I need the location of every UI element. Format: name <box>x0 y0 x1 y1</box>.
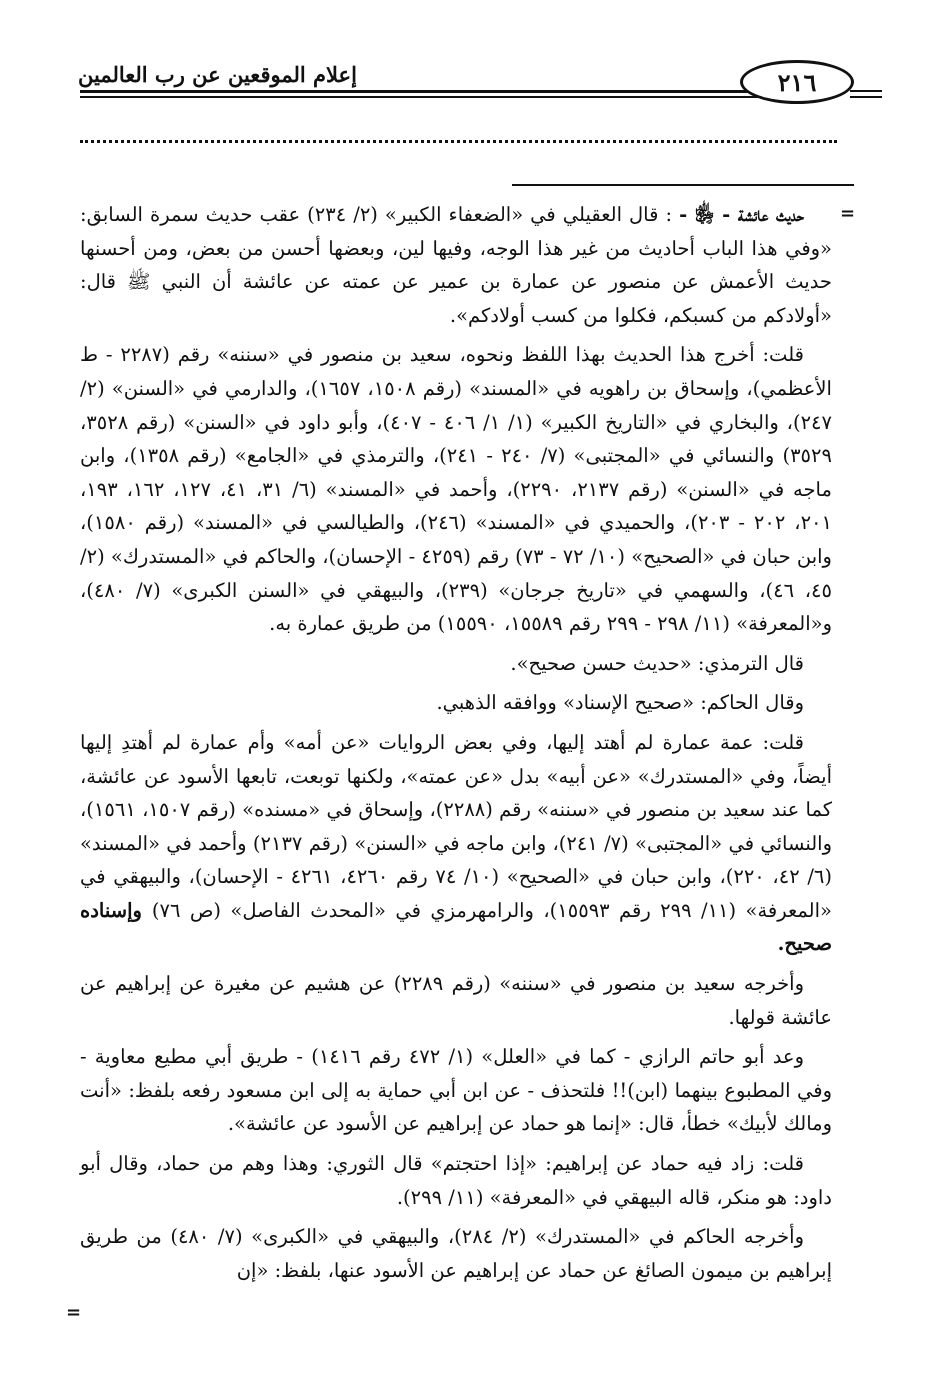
page-number: ٢١٦ <box>777 67 817 97</box>
paragraph: وعد أبو حاتم الرازي - كما في «العلل» (١/ ٤٧٢ رقم ١٤١٦) - طريق أبي مطيع معاوية - وفي المطبوع بينهما (ابن)!! فلتحذف - عن ابن أبي حماية به إلى ابن مسعود رفعه بلفظ: «أنت ومالك لأبيك» خطأ، قال: «إنما هو حماد عن إبراهيم عن الأسود عن عائشة». <box>80 1045 832 1136</box>
footnote-body <box>80 198 832 1293</box>
paragraph: قال الترمذي: «حديث حسن صحيح». <box>510 651 804 675</box>
dotted-separator <box>80 140 837 143</box>
running-title: إعلام الموقعين عن رب العالمين <box>78 62 357 87</box>
page-header <box>60 56 860 106</box>
paragraph-lead: حديث عائشة - ﵂ - <box>679 203 805 226</box>
continuation-mark-top: = <box>840 203 856 224</box>
paragraph: قلت: زاد فيه حماد عن إبراهيم: «إذا احتجتم» قال الثوري: وهذا وهم من حماد، وقال أبو داود: هو منكر، قاله البيهقي في «المعرفة» (١١/ ٢٩٩). <box>80 1152 832 1209</box>
paragraph: وأخرجه الحاكم في «المستدرك» (٢/ ٢٨٤)، والبيهقي في «الكبرى» (٧/ ٤٨٠) من طريق إبراهيم بن ميمون الصائغ عن حماد عن إبراهيم عن الأسود عنها، بلفظ: «إن <box>80 1225 832 1282</box>
continuation-mark-bottom: = <box>66 1302 82 1323</box>
header-rule-thin <box>80 96 800 98</box>
header-rule <box>80 90 800 93</box>
paragraph-conclusion: وإسناده صحيح. <box>80 898 832 956</box>
paragraph-text: : قال العقيلي في «الضعفاء الكبير» (٢/ ٢٣٤) عقب حديث سمرة السابق: «وفي هذا الباب أحاديث من غير هذا الوجه، وفيها لين، وبعضها أحسن من بعض، ومن أحسنها حديث الأعمش عن منصور عن عمارة بن عمير عن عمته عن عائشة أن النبي ﷺ قال: «أولادكم من كسبكم، فكلوا من كسب أولادكم». <box>80 203 832 327</box>
page-number-badge <box>740 60 854 104</box>
header-rule-end <box>850 90 882 92</box>
footnote-rule <box>512 184 854 186</box>
paragraph <box>80 726 832 961</box>
paragraph: قلت: أخرج هذا الحديث بهذا اللفظ ونحوه، سعيد بن منصور في «سننه» رقم (٢٢٨٧ - ط الأعظمي)، وإسحاق بن راهويه في «المسند» (رقم ١٥٠٨، ١٦٥٧)، والدارمي في «السنن» (٢/ ٢٤٧)، والبخاري في «التاريخ الكبير» (١/ ١/ ٤٠٦ - ٤٠٧)، وأبو داود في «السنن» (رقم ٣٥٢٨، ٣٥٢٩) والنسائي في «المجتبى» (٧/ ٢٤٠ - ٢٤١)، والترمذي في «الجامع» (رقم ١٣٥٨)، وابن ماجه في «السنن» (رقم ٢١٣٧، ٢٢٩٠)، وأحمد في «المسند» (٦/ ٣١، ٤١، ١٢٧، ١٦٢، ١٩٣، ٢٠١، ٢٠٢ - ٢٠٣)، والحميدي في «المسند» (٢٤٦)، والطيالسي في «المسند» (رقم ١٥٨٠)، وابن حبان في «الصحيح» (١٠/ ٧٢ - ٧٣) رقم (٤٢٥٩ - الإحسان)، والحاكم في «المستدرك» (٢/ ٤٥، ٤٦)، والسهمي في «تاريخ جرجان» (٢٣٩)، والبيهقي في «السنن الكبرى» (٧/ ٤٨٠)، و«المعرفة» (١١/ ٢٩٨ - ٢٩٩ رقم ١٥٥٨٩، ١٥٥٩٠) من طريق عمارة به. <box>80 343 832 636</box>
header-rule-end-thin <box>850 96 882 98</box>
paragraph: وأخرجه سعيد بن منصور في «سننه» (رقم ٢٢٨٩) عن هشيم عن مغيرة عن إبراهيم عن عائشة قولها. <box>80 972 832 1029</box>
paragraph: وقال الحاكم: «صحيح الإسناد» ووافقه الذهبي. <box>436 691 804 715</box>
paragraph-text: قلت: عمة عمارة لم أهتد إليها، وفي بعض الروايات «عن أمه» وأم عمارة لم أهتدِ إليها أيضاً، وفي «المستدرك» «عن أبيه» بدل «عن عمته»، ولكنها توبعت، تابعها الأسود عن عائشة، كما عند سعيد بن منصور في «سننه» رقم (٢٢٨٨)، وإسحاق في «مسنده» (رقم ١٥٠٧، ١٥٦١)، والنسائي في «المجتبى» (٧/ ٢٤١)، وابن ماجه في «السنن» (رقم ٢١٣٧) وأحمد في «المسند» (٦/ ٤٢، ٢٢٠)، وابن حبان في «الصحيح» (١٠/ ٧٤ رقم ٤٢٦٠، ٤٢٦١ - الإحسان)، والبيهقي في «المعرفة» (١١/ ٢٩٩ رقم ١٥٥٩٣)، والرامهرمزي في «المحدث الفاصل» (ص ٧٦) <box>80 730 833 922</box>
paragraph <box>80 198 832 332</box>
